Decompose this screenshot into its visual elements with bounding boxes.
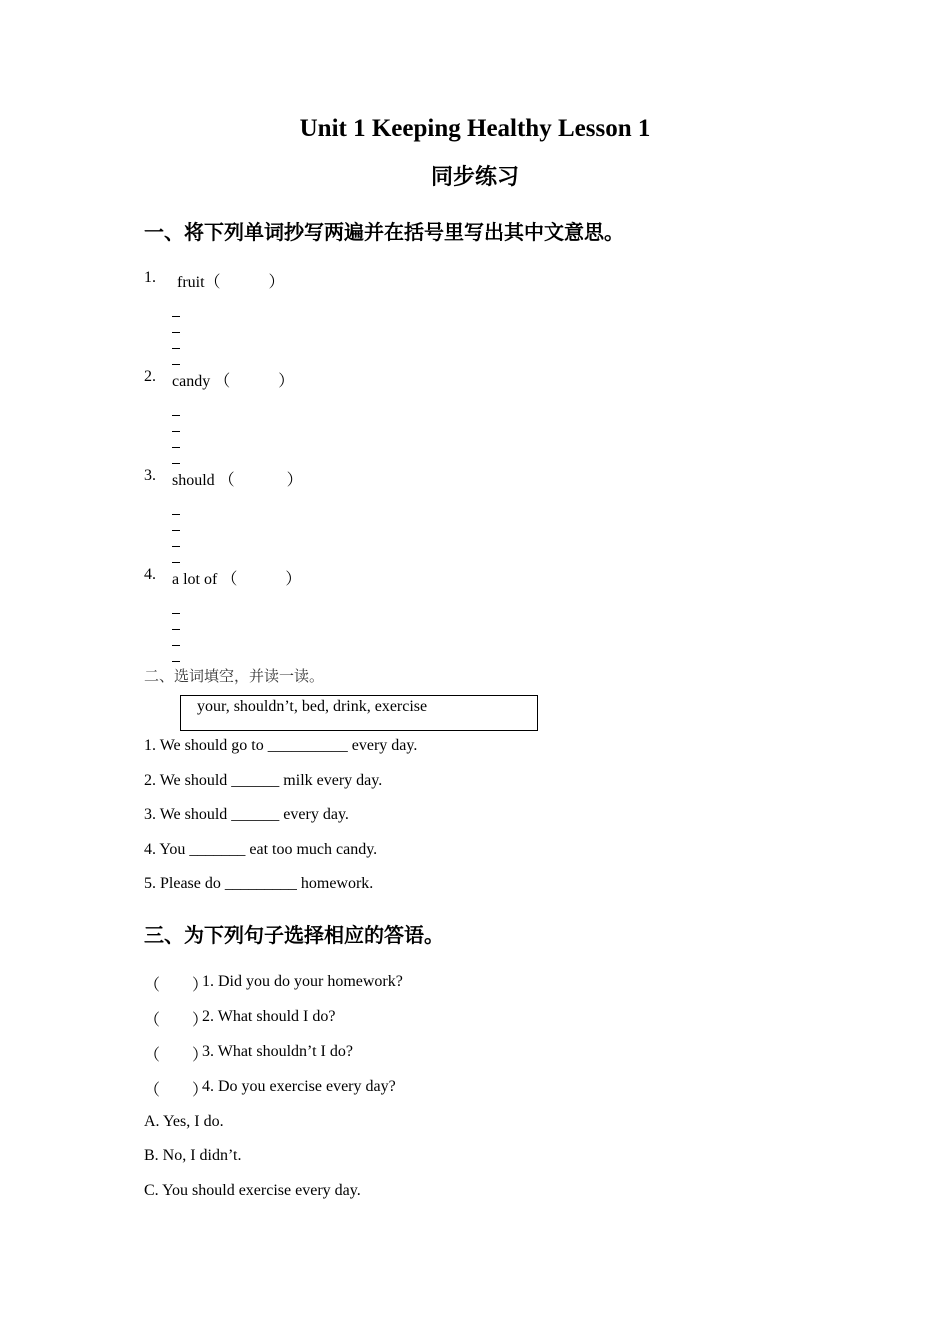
word-box-text: your, shouldn’t, bed, drink, exercise <box>197 698 428 715</box>
item-number: 1. <box>144 269 156 286</box>
item-word: candy （ ） <box>172 373 295 390</box>
copy-line <box>172 463 180 464</box>
answer-paren: （ ） <box>144 1012 209 1029</box>
item-number: 4. <box>144 566 156 583</box>
item-number: 2. <box>144 368 156 385</box>
copy-line <box>172 316 180 317</box>
fill-sentence: 2. We should ______ milk every day. <box>144 772 383 789</box>
answer-option: C. You should exercise every day. <box>144 1182 361 1199</box>
question: 3. What shouldn’t I do? <box>202 1043 353 1060</box>
answer-paren: （ ） <box>144 1047 209 1064</box>
copy-line <box>172 629 180 630</box>
item-number: 3. <box>144 467 156 484</box>
word-box <box>180 695 538 731</box>
copy-line <box>172 530 180 531</box>
answer-option: B. No, I didn’t. <box>144 1147 242 1164</box>
copy-line <box>172 645 180 646</box>
answer-paren: （ ） <box>144 977 209 994</box>
copy-line <box>172 562 180 563</box>
page-title: Unit 1 Keeping Healthy Lesson 1 <box>299 115 651 142</box>
copy-line <box>172 415 180 416</box>
question: 4. Do you exercise every day? <box>202 1078 396 1095</box>
item-word: fruit（ ） <box>177 274 285 291</box>
fill-sentence: 3. We should ______ every day. <box>144 806 349 823</box>
page-subtitle: 同步练习 <box>430 165 519 190</box>
item-word: a lot of （ ） <box>172 571 302 588</box>
copy-line <box>172 431 180 432</box>
answer-option: A. Yes, I do. <box>144 1113 224 1130</box>
question: 2. What should I do? <box>202 1008 336 1025</box>
copy-line <box>172 364 180 365</box>
question: 1. Did you do your homework? <box>202 973 403 990</box>
copy-line <box>172 546 180 547</box>
item-word: should （ ） <box>172 472 303 489</box>
fill-sentence: 5. Please do _________ homework. <box>144 875 374 892</box>
copy-line <box>172 613 180 614</box>
copy-line <box>172 447 180 448</box>
fill-sentence: 1. We should go to __________ every day. <box>144 737 418 754</box>
section3-heading: 三、为下列句子选择相应的答语。 <box>144 923 444 947</box>
answer-paren: （ ） <box>144 1082 209 1099</box>
copy-line <box>172 348 180 349</box>
copy-line <box>172 332 180 333</box>
section2-heading: 二、选词填空，并读一读。 <box>144 667 325 685</box>
copy-line <box>172 661 180 662</box>
copy-line <box>172 514 180 515</box>
fill-sentence: 4. You _______ eat too much candy. <box>144 841 378 858</box>
section1-heading: 一、将下列单词抄写两遍并在括号里写出其中文意思。 <box>144 220 624 244</box>
